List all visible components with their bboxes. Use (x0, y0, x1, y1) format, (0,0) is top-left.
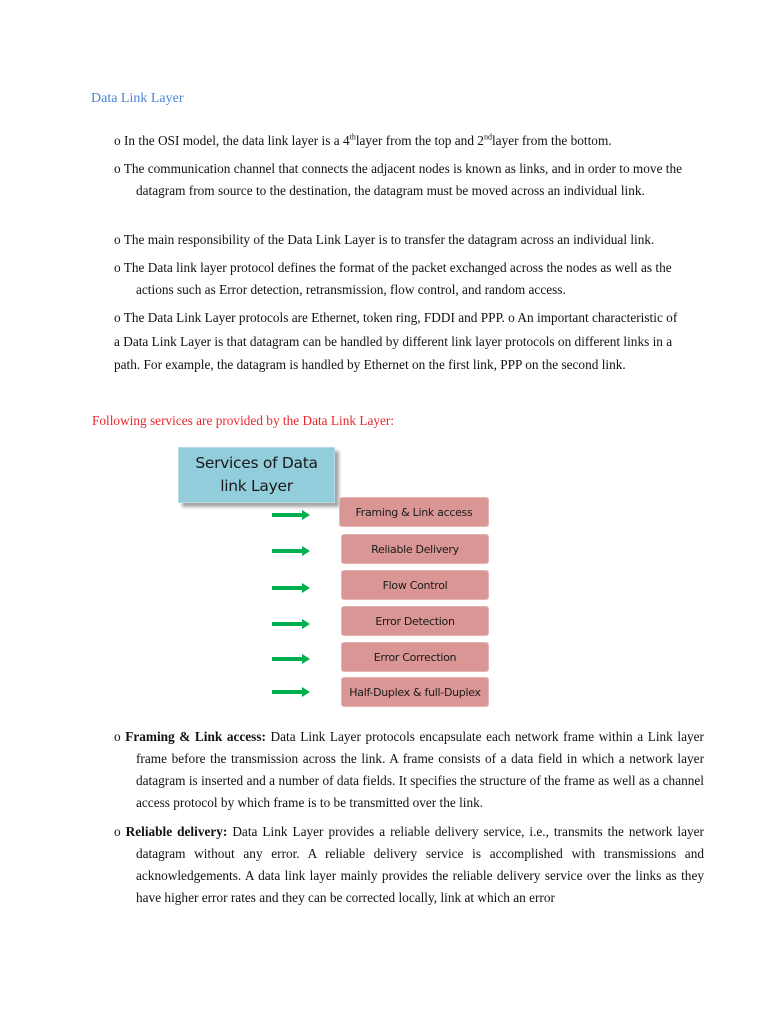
reliable-delivery-label: Reliable delivery: (125, 824, 228, 839)
service-error-correction: Error Correction (341, 642, 489, 672)
framing-paragraph: o Framing & Link access: Data Link Layer protocols encapsulate each network frame within a Link layer frame before the transmission across the link. A frame consists of a data field in which a network layer datagram is inserted and a number of data fields. It specifies the structure of the frame as well as a channel access protocol by which frame is to be transmitted over the link. (114, 729, 704, 810)
right-arrow-icon (272, 510, 310, 520)
right-arrow-icon (272, 583, 310, 593)
intro-paragraph-4: o The Data link layer protocol defines the format of the packet exchanged across the nodes as well as the actions such as Error detection, retransmission, flow control, and random access. (114, 260, 672, 297)
service-reliable-delivery: Reliable Delivery (341, 534, 489, 564)
right-arrow-icon (272, 619, 310, 629)
right-arrow-icon (272, 654, 310, 664)
right-arrow-icon (272, 687, 310, 697)
right-arrow-icon (272, 546, 310, 556)
services-heading: Following services are provided by the Data Link Layer: (92, 413, 395, 428)
section-heading: Data Link Layer (91, 91, 184, 106)
diagram-title-line-1: Services of Data (195, 454, 318, 472)
intro-paragraph-2: o The communication channel that connects the adjacent nodes is known as links, and in order to move the datagram from source to the destination, the datagram must be moved across an individual link. (114, 161, 683, 198)
intro-paragraph-3: o The main responsibility of the Data Link Layer is to transfer the datagram across an individual link. (114, 232, 655, 247)
service-error-detection: Error Detection (341, 606, 489, 636)
intro-paragraph-5: o The Data Link Layer protocols are Ethernet, token ring, FDDI and PPP. o An important characteristic of a Data Link Layer is that datagram can be handled by different link layer protocols on different links in a path. For example, the datagram is handled by Ethernet on the first link, PPP on the second link. (114, 310, 678, 372)
service-duplex: Half-Duplex & full-Duplex (341, 677, 489, 707)
intro-paragraph-1: o In the OSI model, the data link layer is a 4thlayer from the top and 2ndlayer from the bottom. (114, 132, 612, 148)
service-framing: Framing & Link access (339, 497, 489, 527)
reliable-delivery-paragraph: o Reliable delivery: Data Link Layer provides a reliable delivery service, i.e., transmits the network layer datagram without any error. A reliable delivery service is accomplished with transmissions and acknowledgements. A data link layer mainly provides the reliable delivery service over the links as they have higher error rates and they can be corrected locally, link at which an error (114, 824, 704, 905)
framing-label: Framing & Link access: (125, 729, 266, 744)
service-flow-control: Flow Control (341, 570, 489, 600)
diagram-title-line-2: link Layer (220, 477, 293, 495)
diagram-title-box (178, 447, 335, 503)
